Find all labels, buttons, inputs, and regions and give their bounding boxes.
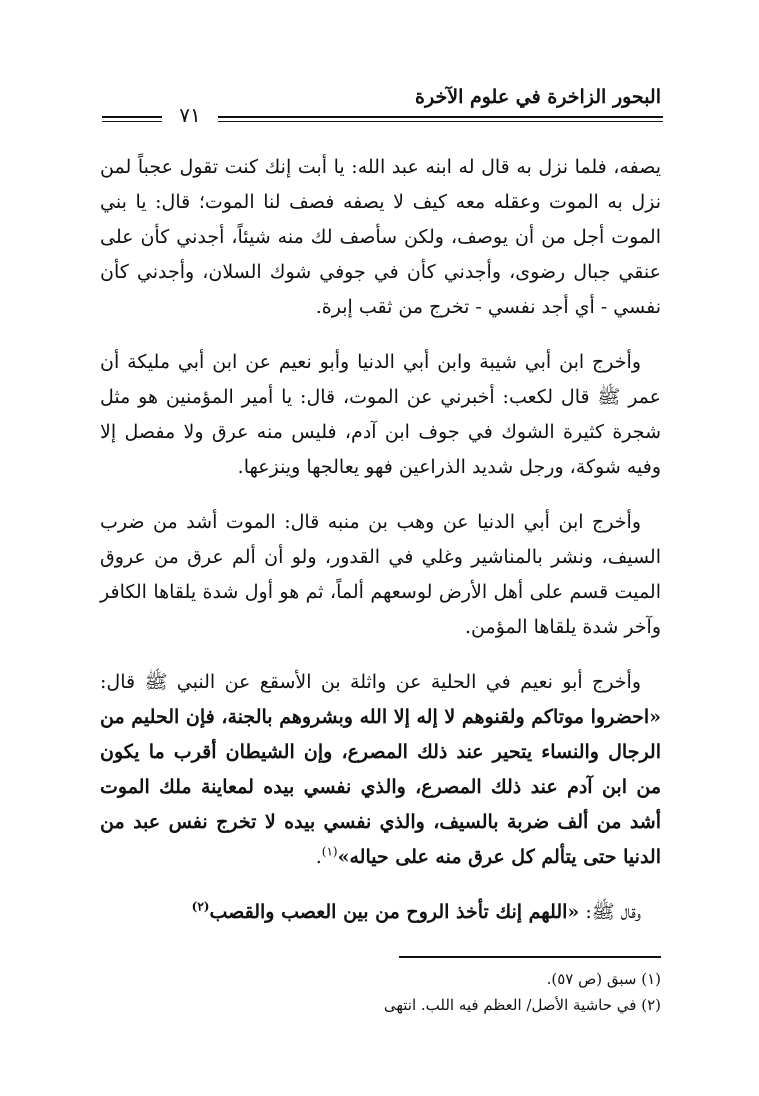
paragraph-1-text: يصفه، فلما نزل به قال له ابنه عبد الله: يا أبت إنك كنت تقول عجباً لمن نزل به الموت وعقله معه كيف لا يصفه فصف لنا الموت؛ قال: يا بني الموت أجل من أن يوصف، ولكن سأصف لك منه شيئاً، أجدني كأن على عنقي جبال رضوى، وأجدني كأن في جوفي شوك السلان، وأجدني كأن نفسي - أي أجد نفسي - تخرج من ثقب إبرة. xyxy=(100,156,661,318)
paragraph-4-end: . xyxy=(315,846,322,868)
header-rule xyxy=(218,116,663,122)
footnote-1: (١) سبق (ص ٥٧). xyxy=(546,970,661,988)
hadith-quote-2: «اللهم إنك تأخذ الروح من بين العصب والقصب xyxy=(209,901,580,923)
paragraph-5-intro: وقال ﷺ: xyxy=(579,901,641,923)
main-text xyxy=(100,150,661,950)
footnotes xyxy=(100,966,661,1018)
footnote-separator xyxy=(399,956,661,958)
paragraph-4-intro: وأخرج أبو نعيم في الحلية عن واثلة بن الأسقع عن النبي ﷺ قال: xyxy=(100,671,641,693)
paragraph-4 xyxy=(100,665,661,875)
paragraph-2 xyxy=(100,345,661,485)
paragraph-1 xyxy=(100,150,661,325)
paragraph-2-text: وأخرج ابن أبي شيبة وابن أبي الدنيا وأبو نعيم عن ابن أبي مليكة أن عمر ﷺ قال لكعب: أخبرني عن الموت، قال: يا أمير المؤمنين هو مثل شجرة كثيرة الشوك في جوف ابن آدم، فليس منه عرق ولا مفصل إلا وفيه شوكة، ورجل شديد الذراعين فهو يعالجها وينزعها. xyxy=(100,351,661,478)
paragraph-5 xyxy=(100,895,661,930)
page-number: ٧١ xyxy=(179,103,201,127)
paragraph-3-text: وأخرج ابن أبي الدنيا عن وهب بن منبه قال: الموت أشد من ضرب السيف، ونشر بالمناشير وغلي في القدور، ولو أن ألم عرق من عروق الميت قسم على أهل الأرض لوسعهم ألماً، ثم هو أول شدة يلقاها الكافر وآخر شدة يلقاها المؤمن. xyxy=(100,511,661,638)
footnote-2: (٢) في حاشية الأصل/ العظم فيه اللب. انتهى xyxy=(383,996,661,1014)
hadith-quote-1: «احضروا موتاكم ولقنوهم لا إله إلا الله وبشروهم بالجنة، فإن الحليم من الرجال والنساء يتحير عند ذلك المصرع، وإن الشيطان أقرب ما يكون من ابن آدم عند ذلك المصرع، والذي نفسي بيده لمعاينة ملك الموت أشد من ألف ضربة بالسيف، والذي نفسي بيده لا تخرج نفس عبد من الدنيا حتى يتألم كل عرق منه على حياله» xyxy=(100,706,661,868)
footnote-ref-2: (٢) xyxy=(191,899,210,914)
header-rule-short xyxy=(102,116,162,122)
running-header-title: البحور الزاخرة في علوم الآخرة xyxy=(415,86,661,108)
paragraph-3 xyxy=(100,505,661,645)
footnote-ref-1: (١) xyxy=(321,844,338,859)
